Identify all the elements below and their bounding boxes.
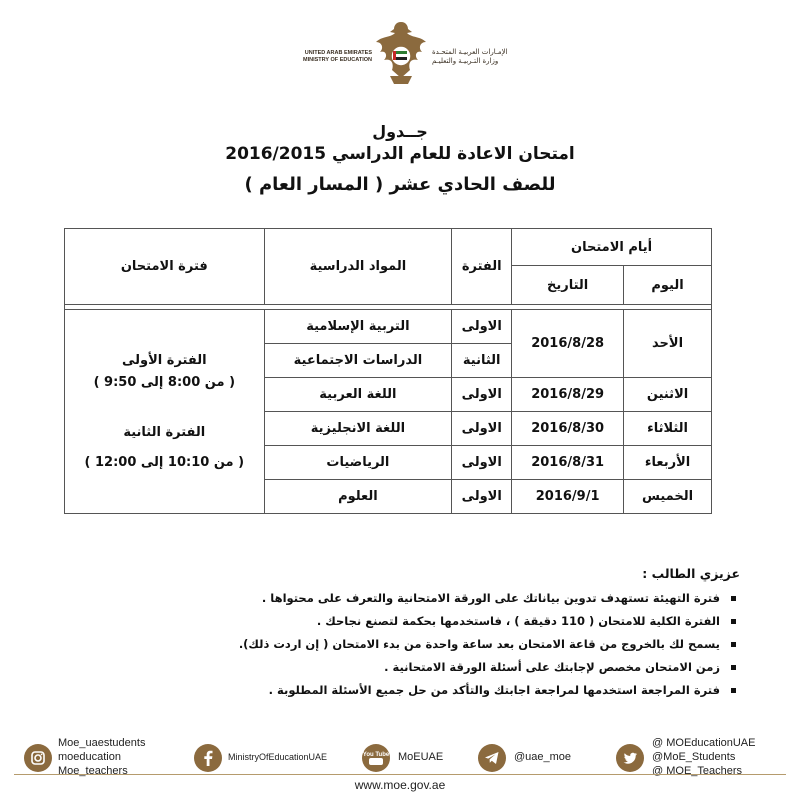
page-footer xyxy=(0,730,800,800)
session-cell: الاولى xyxy=(452,446,512,480)
ministry-ar-line2: وزارة التـربيـة والتعليـم xyxy=(432,57,499,65)
youtube-badge-text: You Tube xyxy=(362,752,390,758)
bullet-icon xyxy=(731,596,736,601)
list-item xyxy=(40,587,746,610)
table-header-row xyxy=(65,229,712,266)
exam-period-cell xyxy=(65,310,265,514)
list-item xyxy=(40,610,746,633)
student-notes xyxy=(40,566,746,702)
instagram-handle[interactable]: Moe_uaestudents xyxy=(58,737,146,749)
header-subjects: المواد الدراسية xyxy=(264,229,452,305)
subject-cell: العلوم xyxy=(264,480,452,514)
note-text: فترة المراجعة استخدمها لمراجعة اجابتك والتأكد من حل جميع الأسئلة المطلوبة . xyxy=(268,683,720,697)
note-text: فترة التهيئة تستهدف تدوين بياناتك على الورقة الامتحانية والتعرف على محتواها . xyxy=(261,591,720,605)
uae-falcon-emblem xyxy=(372,18,430,88)
footer-divider xyxy=(14,774,786,775)
header-session: الفترة xyxy=(452,229,512,305)
date-cell: 2016/8/29 xyxy=(512,378,624,412)
ministry-en-line2: MINISTRY OF EDUCATION xyxy=(303,57,372,63)
date-cell: 2016/9/1 xyxy=(512,480,624,514)
note-text: يسمح لك بالخروج من قاعة الامتحان بعد ساعة واحدة من بدء الامتحان ( إن اردت ذلك). xyxy=(238,637,720,651)
session-cell: الاولى xyxy=(452,480,512,514)
bullet-icon xyxy=(731,619,736,624)
session-cell: الاولى xyxy=(452,310,512,344)
title-line1: جــدول xyxy=(372,122,428,141)
ministry-en-line1: UNITED ARAB EMIRATES xyxy=(304,50,372,56)
session-cell: الثانية xyxy=(452,344,512,378)
instagram-handles xyxy=(58,736,145,778)
facebook-handle[interactable]: MinistryOfEducationUAE xyxy=(228,752,328,762)
twitter-handle[interactable]: @ MOE_Teachers xyxy=(652,765,743,777)
subject-cell: الدراسات الاجتماعية xyxy=(264,344,452,378)
bullet-icon xyxy=(731,642,736,647)
day-cell: الأحد xyxy=(624,310,712,378)
title-line2: امتحان الاعادة للعام الدراسي 2016/2015 xyxy=(225,144,575,164)
list-item xyxy=(40,679,746,702)
session-cell: الاولى xyxy=(452,378,512,412)
facebook-icon[interactable] xyxy=(194,744,222,772)
twitter-handle[interactable]: @ MOEducationUAE xyxy=(652,737,756,749)
youtube-handle[interactable]: MoEUAE xyxy=(398,751,444,763)
header-exam-period: فترة الامتحان xyxy=(65,229,265,305)
session-cell: الاولى xyxy=(452,412,512,446)
telegram-icon[interactable] xyxy=(478,744,506,772)
notes-heading: عزيزي الطالب : xyxy=(642,566,740,581)
page-header xyxy=(0,12,800,92)
twitter-handles xyxy=(652,736,756,778)
note-text: الفترة الكلية للامتحان ( 110 دقيقة ) ، فاستخدمها بحكمة لتصنع نجاحك . xyxy=(316,614,720,628)
day-cell: الاثنين xyxy=(624,378,712,412)
header-day: اليوم xyxy=(624,266,712,305)
first-period-time: ( من 8:00 إلى 9:50 ) xyxy=(93,374,236,390)
ministry-name-english xyxy=(292,50,372,64)
day-cell: الأربعاء xyxy=(624,446,712,480)
youtube-icon[interactable] xyxy=(362,744,390,772)
instagram-handle[interactable]: moeducation xyxy=(58,751,121,763)
list-item xyxy=(40,633,746,656)
subject-cell: اللغة الانجليزية xyxy=(264,412,452,446)
day-cell: الثلاثاء xyxy=(624,412,712,446)
date-cell: 2016/8/31 xyxy=(512,446,624,480)
subject-cell: اللغة العربية xyxy=(264,378,452,412)
exam-schedule-table xyxy=(64,228,712,514)
instagram-handle[interactable]: Moe_teachers xyxy=(58,765,128,777)
telegram-handle[interactable]: @uae_moe xyxy=(514,751,572,763)
instagram-icon[interactable] xyxy=(24,744,52,772)
subject-cell: الرياضيات xyxy=(264,446,452,480)
ministry-name-arabic xyxy=(432,48,522,66)
second-period-time: ( من 10:10 إلى 12:00 ) xyxy=(84,454,245,470)
date-cell: 2016/8/30 xyxy=(512,412,624,446)
table-row xyxy=(65,310,712,344)
bullet-icon xyxy=(731,688,736,693)
day-cell: الخميس xyxy=(624,480,712,514)
bullet-icon xyxy=(731,665,736,670)
header-exam-days: أيام الامتحان xyxy=(512,229,712,266)
date-cell: 2016/8/28 xyxy=(512,310,624,378)
second-period-title: الفترة الثانية xyxy=(123,424,206,440)
ministry-ar-line1: الإمـارات العربيـة المتحـدة xyxy=(432,48,508,56)
subject-cell: التربية الإسلامية xyxy=(264,310,452,344)
header-date: التاريخ xyxy=(512,266,624,305)
note-text: زمن الامتحان مخصص لإجابتك على أسئلة الورقة الامتحانية . xyxy=(384,660,720,674)
document-titles xyxy=(0,122,800,200)
twitter-handle[interactable]: @MoE_Students xyxy=(652,751,736,763)
twitter-icon[interactable] xyxy=(616,744,644,772)
notes-list xyxy=(40,587,746,702)
list-item xyxy=(40,656,746,679)
first-period-title: الفترة الأولى xyxy=(122,352,207,368)
title-line3: للصف الحادي عشر ( المسار العام ) xyxy=(244,174,556,195)
website-link[interactable]: www.moe.gov.ae xyxy=(354,778,446,792)
